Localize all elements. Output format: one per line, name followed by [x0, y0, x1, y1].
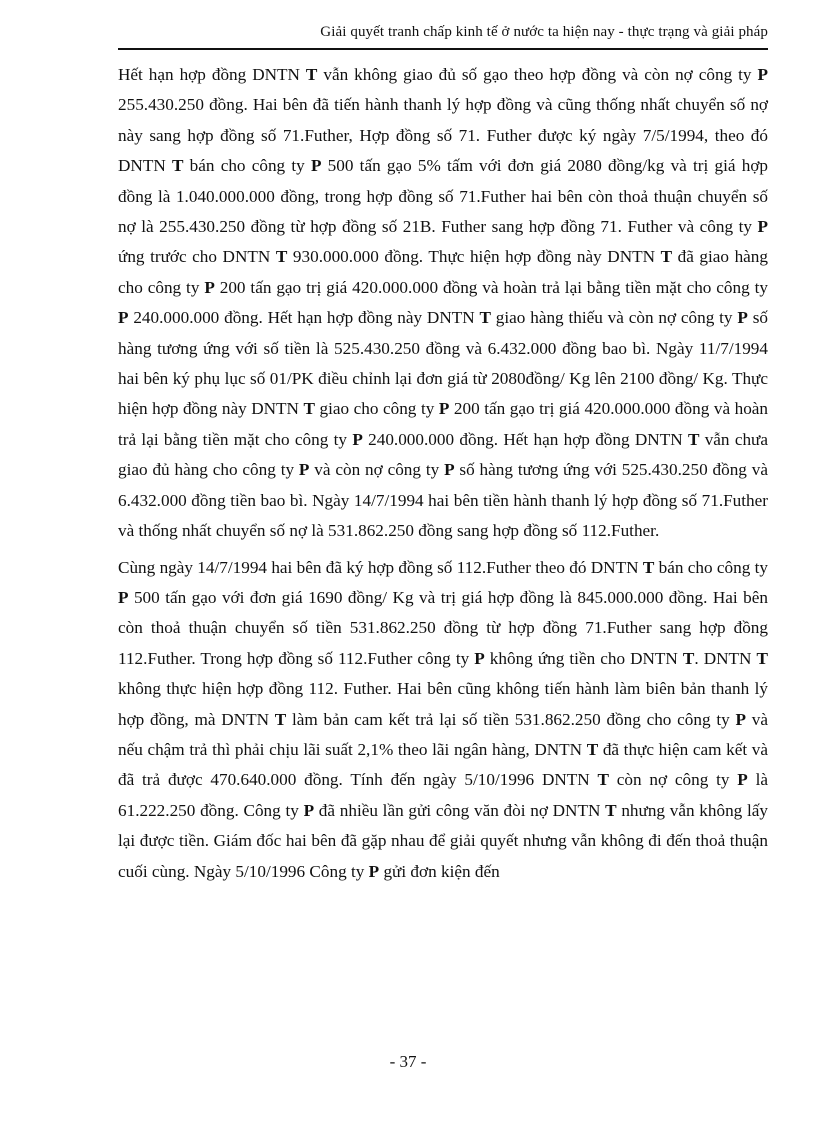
- bold-party-code: P: [368, 861, 380, 881]
- bold-party-code: P: [438, 399, 450, 419]
- bold-party-code: T: [303, 399, 315, 419]
- body-text: [118, 60, 768, 887]
- bold-party-code: P: [118, 587, 129, 607]
- bold-party-code: T: [479, 308, 491, 328]
- bold-party-code: T: [682, 648, 695, 668]
- header-divider: [118, 48, 768, 50]
- bold-party-code: T: [597, 770, 609, 790]
- bold-party-code: T: [275, 247, 288, 267]
- bold-party-code: P: [303, 800, 315, 820]
- bold-party-code: T: [305, 65, 318, 84]
- bold-party-code: P: [298, 460, 310, 480]
- bold-party-code: T: [642, 557, 655, 577]
- bold-party-code: T: [171, 156, 184, 176]
- bold-party-code: P: [474, 648, 485, 668]
- bold-party-code: P: [352, 429, 363, 449]
- paragraph-2: Cùng ngày 14/7/1994 hai bên đã ký hợp đồng số 112.Futher theo đó DNTN T bán cho công ty P 500 tấn gạo với đơn giá 1690 đồng/ Kg và trị giá hợp đồng là 845.000.000 đồng. Hai bên còn thoả thuận chuyển số tiền 531.862.250 đồng từ hợp đồng 71.Futher sang hợp đồng 112.Futher. Trong hợp đồng số 112.Futher công ty P không ứng tiền cho DNTN T. DNTN T không thực hiện hợp đồng 112. Futher. Hai bên cũng không tiến hành làm biên bản thanh lý hợp đồng, mà DNTN T làm bản cam kết trả lại số tiền 531.862.250 đồng cho công ty P và nếu chậm trả thì phải chịu lãi suất 2,1% theo lãi ngân hàng, DNTN T đã thực hiện cam kết và đã trả được 470.640.000 đồng. Tính đến ngày 5/10/1996 DNTN T còn nợ công ty P là 61.222.250 đồng. Công ty P đã nhiều lần gửi công văn đòi nợ DNTN T nhưng vẫn không lấy lại được tiền. Giám đốc hai bên đã gặp nhau để giải quyết nhưng vẫn không đi đến thoả thuận cuối cùng. Ngày 5/10/1996 Công ty P gửi đơn kiện đến: [118, 557, 769, 881]
- bold-party-code: P: [204, 277, 215, 297]
- running-header: Giải quyết tranh chấp kinh tế ở nước ta hiện nay - thực trạng và giải pháp: [320, 24, 768, 40]
- bold-party-code: P: [310, 156, 322, 176]
- bold-party-code: T: [586, 739, 599, 759]
- bold-party-code: P: [444, 460, 455, 480]
- bold-party-code: P: [737, 770, 748, 790]
- bold-party-code: P: [737, 308, 748, 328]
- bold-party-code: P: [118, 308, 129, 328]
- bold-party-code: P: [757, 217, 768, 237]
- bold-party-code: T: [274, 709, 287, 729]
- page-number: - 37 -: [389, 1052, 427, 1071]
- bold-party-code: P: [757, 65, 768, 84]
- bold-party-code: T: [687, 429, 700, 449]
- bold-party-code: T: [660, 247, 673, 267]
- bold-party-code: T: [756, 648, 768, 668]
- bold-party-code: P: [735, 709, 746, 729]
- bold-party-code: T: [605, 800, 617, 820]
- paragraph-1: Hết hạn hợp đồng DNTN T vẫn không giao đủ số gạo theo hợp đồng và còn nợ công ty P 255.430.250 đồng. Hai bên đã tiến hành thanh lý hợp đồng và cũng thống nhất chuyển số nợ này sang hợp đồng số 71.Futher, Hợp đồng số 71. Futher được ký ngày 7/5/1994, theo đó DNTN T bán cho công ty P 500 tấn gạo 5% tấm với đơn giá 2080 đồng/kg và trị giá hợp đồng là 1.040.000.000 đồng, trong hợp đồng số 71.Futher hai bên còn thoả thuận chuyển số nợ là 255.430.250 đồng từ hợp đồng số 21B. Futher sang hợp đồng 71. Futher và công ty P ứng trước cho DNTN T 930.000.000 đồng. Thực hiện hợp đồng này DNTN T đã giao hàng cho công ty P 200 tấn gạo trị giá 420.000.000 đồng và hoàn trả lại bằng tiền mặt cho công ty P 240.000.000 đồng. Hết hạn hợp đồng này DNTN T giao hàng thiếu và còn nợ công ty P số hàng tương ứng với số tiền là 525.430.250 đồng và 6.432.000 đồng bao bì. Ngày 11/7/1994 hai bên ký phụ lục số 01/PK điều chỉnh lại đơn giá từ 2080đồng/ Kg lên 2100 đồng/ Kg. Thực hiện hợp đồng này DNTN T giao cho công ty P 200 tấn gạo trị giá 420.000.000 đồng và hoàn trả lại bằng tiền mặt cho công ty P 240.000.000 đồng. Hết hạn hợp đồng DNTN T vẫn chưa giao đủ hàng cho công ty P và còn nợ công ty P số hàng tương ứng với 525.430.250 đồng và 6.432.000 đồng tiền bao bì. Ngày 14/7/1994 hai bên tiền hành thanh lý hợp đồng số 71.Futher và thống nhất chuyển số nợ là 531.862.250 đồng sang hợp đồng số 112.Futher.: [118, 65, 769, 541]
